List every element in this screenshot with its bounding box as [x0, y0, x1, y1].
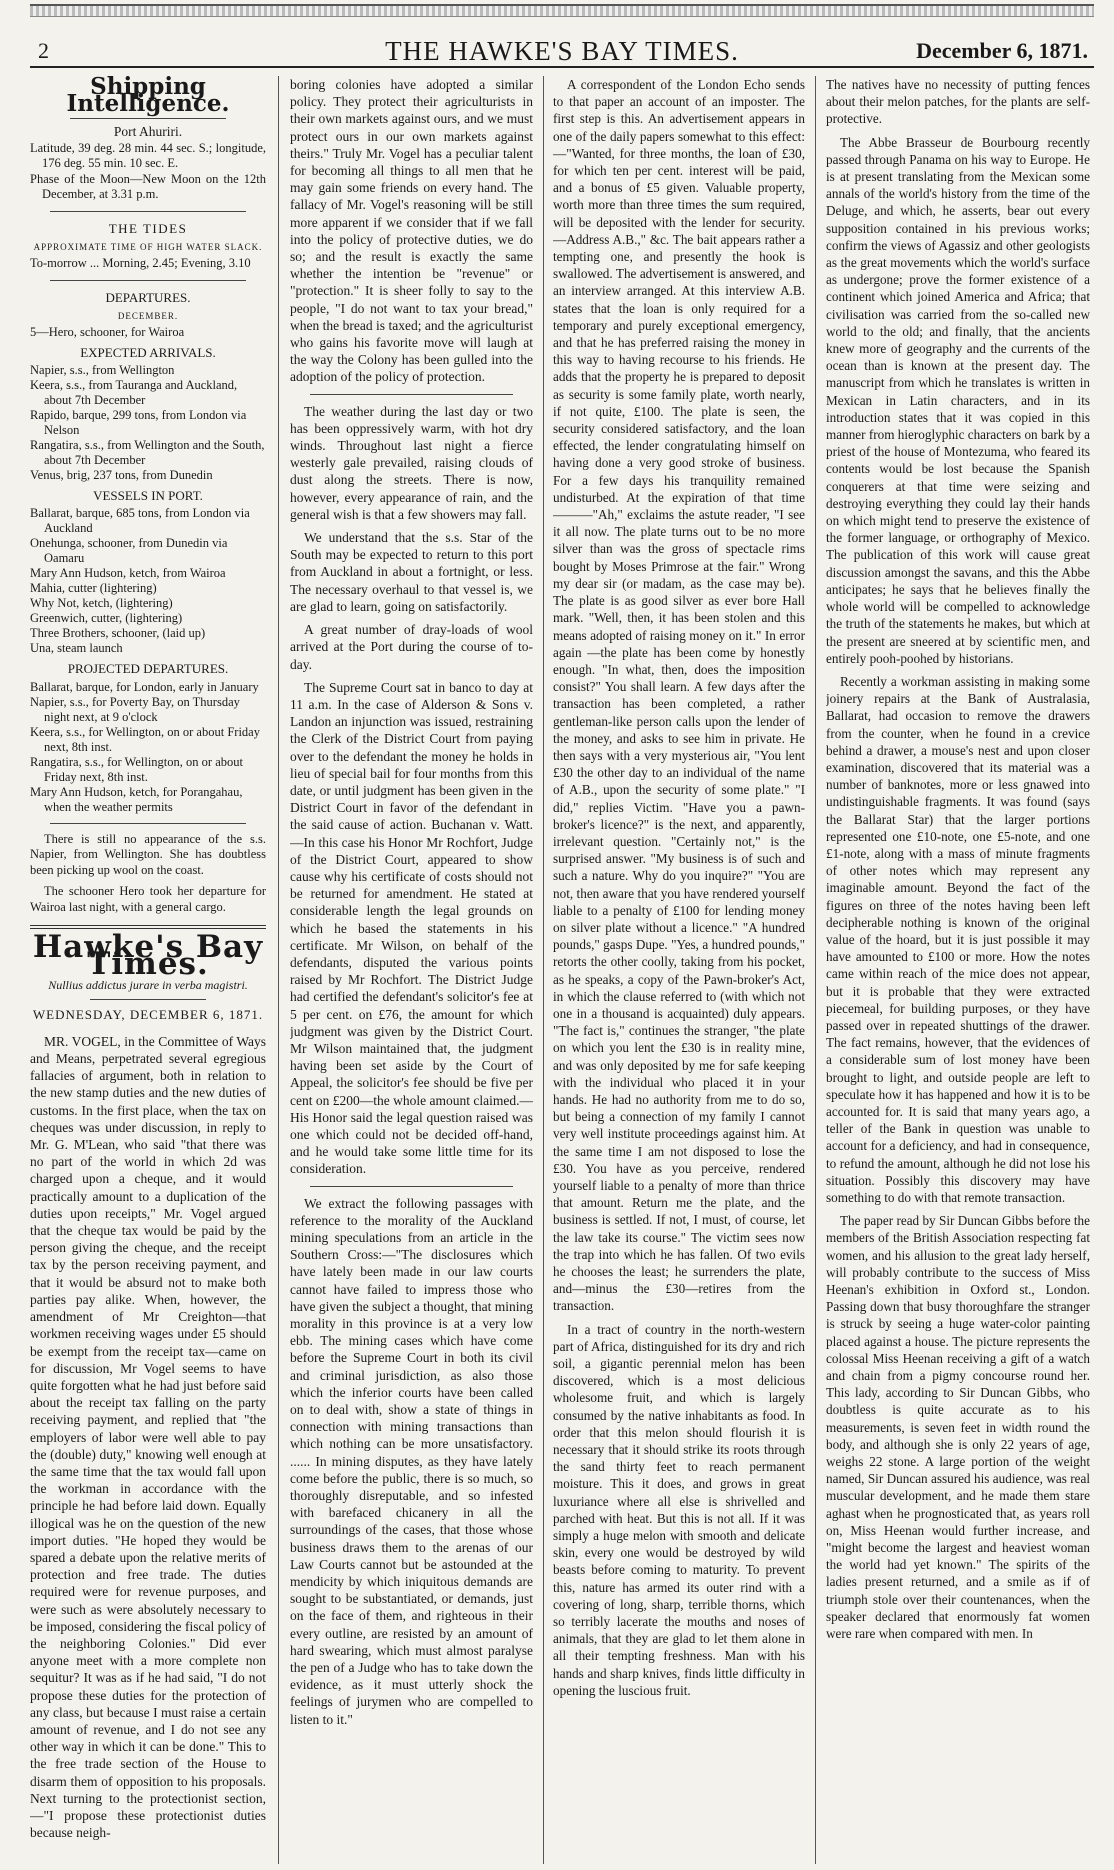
- list-item: Una, steam launch: [30, 641, 123, 656]
- list-item: Three Brothers, schooner, (laid up): [30, 626, 206, 641]
- column-rule: [278, 76, 279, 1864]
- divider: [50, 280, 246, 281]
- list-item: Why Not, ketch, (lightering): [30, 596, 173, 611]
- list-item: Mary Ann Hudson, ketch, for Porangahau, when the weather permits: [30, 784, 243, 814]
- melon-article-continued: The natives have no necessity of putting fences about their melon patches, for the plants are self-protective.: [826, 77, 1090, 127]
- miss-heenan-article: The paper read by Sir Duncan Gibbs before the members of the British Association respecting fat women, and his allusion to the great lady herself, will probably contribute to the success of Miss Heenan's exhibition in Oxford st., London. Passing down that busy thoroughfare the stranger is struck by seeing a huge water-color painting placed against a house. The picture represents the colossal Miss Heenan receiving a gift of a watch and chain from a pigmy concourse round her. This lady, according to Sir Duncan Gibbs, who doubtless is quite accurate as to his measurements, is seven feet in width round the body, and although she is only 22 years of age, weighs 22 stone. A large portion of the weight named, Sir Duncan assured his audience, was real muscular development, and he made them stare aghast when he prognosticated that, as years roll on, Miss Heenan would further increase, and "might become the largest and heaviest woman the world had yet known." The spirits of the ladies present returned, and a smile as if of triumph stole over their countenances, when the speaker declared that enormously fat women were rare when compared with men. In: [826, 1213, 1090, 1642]
- column-4: [826, 76, 1090, 1864]
- list-item: Ballarat, barque, for London, early in January: [30, 679, 259, 694]
- list-item: Ballarat, barque, 685 tons, from London via Auckland: [30, 506, 250, 536]
- projected-departures-list: [30, 680, 266, 815]
- month-label: DECEMBER.: [117, 310, 179, 321]
- bank-notes-article: Recently a workman assisting in making some joinery repairs at the Bank of Australasia, Ballarat, had occasion to remove the drawers from the counter, when he found in a crevice behind a drawer, a mouse's nest and upon closer examination, discovered that its material was a number of banknotes, more or less gnawed into undistinguishable fragments. It was found (says the Ballarat Star) that the larger portions represented one £10-note, one £5-note, and one £1-note, along with a mass of minute fragments of other notes which may represent any imaginable amount. Beyond the fact of the figures on three of the notes having been left decipherable nothing is known of the original value of the hoard, but it is just possible it may have amounted to £100 or more. How the notes came within reach of the mice does not appear, but it is probable that they were extracted piecemeal, for building purposes, or they have passed over in repeated shuttings of the drawer. The fact remains, however, that the evidences of a considerable sum of lost money have been brought to light, and outside people are left to speculate how it has happened and how it is to be accounted for. It is said that many years ago, a teller of the Bank in question was unable to account for a deficiency, and had in consequence, to refund the amount, although he did not lose his situation. Possibly this discovery may have something to do with that remote transaction.: [826, 673, 1090, 1205]
- imposter-article: A correspondent of the London Echo sends to that paper an account of an imposter. The first step is this. An advertisement appears in one of the daily papers somewhat to this effect:—"Wanted, for three months, the loan of £30, for which ten per cent. interest will be paid, and a bonus of £5 given. Valuable property, worth more than three times the sum required, will be deposited with the lender for security. —Address A.B.," &c. The bait appears rather a tempting one, and presently the hook is swallowed. The advertisement is answered, and an interview arranged. At this interview A.B. states that the loan is only required for a temporary and purely exceptional emergency, and that he has preferred raising the money in this way to having recourse to his friends. He adds that the property he is prepared to deposit as security is some family plate, worth nearly, if not quite, £100. The plate is seen, the security considered satisfactory, and the loan effected, the lender congratulating himself on having done a very good stroke of business. For a few days his tranquility remained undisturbed. At the expiration of that time———"Ah," exclaims the astute reader, "I see it all now. The plate turns out to be no more silver than was the gross of spectacle rims bought by Moses Primrose at the fair." Wrong my dear sir (or madam, as the case may be). The plate is as good silver as ever bore Hall mark. "Well, then, it has been stolen and this means adopted of raising money on it." In error again —the plate has been come by honestly enough. "In what, then, does the imposition consist?" You shall learn. A few days after the transaction has been completed, a rather gentleman-like person calls upon the lender of the money, and asks to see him in private. He then says with a very mysterious air, "You lent £30 the other day to an individual of the name of A.B., upon the security of some plate." "I did," replies Victim. "Have you a pawn-broker's licence?" is the next, and apparently, irrelevant question. "Certainly not," is the surprised answer. "My business is of such and such a nature. Why do you inquire?" "You are not, then aware that you have rendered yourself liable to a penalty of £100 for lending money on silver plate without a licence." "A hundred pounds," gasps Dupe. "Yes, a hundred pounds," retorts the other coolly, taking from his pocket, as he speaks, a copy of the Pawn-broker's Act, in which the clause referred to (with which not one in a thousand is acquainted) duly appears. "The fact is," continues the stranger, "the plate on which you lent the £30 is in reality mine, and was only deposited by me for safe keeping with the individual who placed it in your hands. He had no authority from me to do so, but being a connection of my family I cannot very well institute proceedings against him. At the same time I am not disposed to lose the £30. You have as you perceive, rendered yourself liable to a penalty of more than thrice that amount. Return me the plate, and the business is settled. If not, I must, of course, let the law take its course." The victim sees now the trap into which he has fallen. Of two evils he chooses the least; he surrenders the plate, and—minus the £30—retires from the transaction.: [553, 77, 805, 1314]
- editorial-text: MR. VOGEL, in the Committee of Ways and Means, perpetrated several egregious fallacies of argument, both in relation to the new stamp duties and the new duties of customs. In the first place, when the tax on cheques was under discussion, in reply to Mr. G. M'Lean, who said "that there was no part of the world in which 2d was charged upon a cheque, and it would practically amount to a duplication of the duties upon receipts," Mr. Vogel argued that the cheque tax would be paid by the person giving the cheque, and the receipt tax by the person receiving payment, and that it would be absurd not to make both parties pay alike. When, however, the amendment of Mr Creighton—that workmen receiving wages under £5 should be exempt from the receipt tax—came on for discussion, Mr Vogel seems to have quite forgotten what he had just before said about the receipt tax falling on the party receiving payment, and replied that "the employers of labor were well able to pay the (double) duty," knowing well enough at the same time that the tax would fall upon the workman in accordance with the principle he had before laid down. Equally illogical was he on the question of the new import duties. "He hoped they would be spared a debate upon the relative merits of protection and free trade. The duties required were for revenue purposes, and were such as were absolutely necessary to be imposed, considering the fiscal policy of the neighboring Colonies." Did ever anyone meet with a more complete non sequitur? It was as if he had said, "I do not propose these duties for the protection of any class, but because I must raise a certain amount of revenue, and I do not see any other way in which it can be done." This to the free trade section of the House to disarm them of opposition to his proposals. Next turning to the protectionist section,—"I propose these protectionist duties because neigh-: [30, 1033, 266, 1841]
- column-2: [290, 76, 533, 1864]
- list-item: Mahia, cutter (lightering): [30, 581, 157, 596]
- column-rule: [543, 76, 544, 1864]
- port-name: Port Ahuriri.: [113, 124, 183, 140]
- list-item: Onehunga, schooner, from Dunedin via Oamaru: [30, 536, 228, 566]
- divider: [310, 394, 513, 395]
- column-1: [30, 76, 266, 1864]
- shipping-heading: Shipping Intelligence.: [66, 76, 230, 118]
- list-item: Greenwich, cutter, (lightering): [30, 611, 183, 626]
- abbe-article: The Abbe Brasseur de Bourbourg recently passed through Panama on his way to Europe. He is at present translating from the Mexican some annals of the world's history from the time of the Deluge, and which, he asserts, bear out every supposition contained in his previous works; confirm the views of Agassiz and other geologists as the great movements which the world's surface as undergone; prove the former existence of a continent which joined America and Africa; that civilisation was carried from the so-called new world to the old; and finally, that the ancients knew more of geography and the currents of the ocean than is known at the present day. The manuscript from which he translates is written in Mexican in Latin characters, and in its introduction states that it was copied in this manner from hieroglyphic characters on bark by a priest of the house of Montezuma, who feared its contents would be lost because the Spanish conquerers at that time were seizing and destroying everything they could lay their hands on which might tend to preserve the existence of the former language, or orthography of Mexico. The publication of this work will cause great discussion amongst the savans, and this the Abbe anticipates; he says that he believes finally the whole world will be compelled to acknowledge the truth of the statements he makes, but which at the present are sneered at by scientific men, and entirely pooh-poohed by historians.: [826, 134, 1090, 666]
- list-item: Napier, s.s., for Poverty Bay, on Thursday night next, at 9 o'clock: [30, 694, 240, 724]
- column-rule: [815, 76, 816, 1864]
- mining-morality-paragraph: We extract the following passages with reference to the morality of the Auckland mining speculations from an article in the Southern Cross:—"The disclosures which have lately been made in our law courts cannot have failed to impress those who have given the subject a thought, that mining morality in this province is at a very low ebb. The mining cases which have come before the Supreme Court in both its civil and criminal jurisdiction, as also those which the inferior courts have been called on to deal with, show a state of things in connection with mining transactions than which nothing can be more unsatisfactory. ...... In mining disputes, as they have lately come before the public, there is so much, so thoroughly disreputable, and so infested with barefaced chicanery in all the surroundings of the cases, that those whose business draws them to the arenas of our Law Courts cannot but be astounded at the mendicity by which iniquitous demands are sought to be substantiated, or demands, just on the face of them, and righteous in their every outline, are resisted by an amount of hard swearing, which must almost paralyse the pen of a Judge who has to take down the evidence, as it must utterly shock the feelings of jurymen who are compelled to listen to it.": [290, 1195, 533, 1727]
- list-item: Napier, s.s., from Wellington: [30, 363, 175, 378]
- list-item: Mary Ann Hudson, ketch, from Wairoa: [30, 566, 226, 581]
- list-item: 5—Hero, schooner, for Wairoa: [30, 324, 185, 339]
- divider: [310, 1186, 513, 1187]
- paper-motto: Nullius addictus jurare in verba magistri.: [48, 978, 248, 993]
- tides-heading: THE TIDES: [108, 220, 188, 236]
- tides-times: To-morrow ... Morning, 2.45; Evening, 3.10: [30, 256, 251, 271]
- newspaper-title: THE HAWKE'S BAY TIMES.: [385, 36, 739, 66]
- divider: [50, 823, 246, 824]
- supreme-court-paragraph: The Supreme Court sat in banco to day at 11 a.m. In the case of Alderson & Sons v. Landon an injunction was issued, restraining the Clerk of the District Court from paying over to the defendant the money he holds in lieu of special bail for four months from this date, or until judgment has been given in the District Court in favor of the defendant in the said cause of action. Buchanan v. Watt.—In this case his Honor Mr Rochfort, Judge of the District Court, appeared to show cause why his certificate of costs should not be returned for amendment. He stated at considerable length the legal grounds on which he based the statements in his certificate. Mr Wilson, on behalf of the defendants, disputed the various points raised by Mr Rochfort. The District Judge had certified the defendant's solicitor's fee at 5 per cent. on £76, the amount for which judgment was given by the District Court. Mr Wilson maintained that, the judgment having been set aside by the Court of Appeal, the solicitor's fee should be five per cent on £200—the whole amount claimed.—His Honor said the legal question raised was one which could not be decided off-hand, and he would take some little time for its consideration.: [290, 679, 533, 1177]
- list-item: Rangatira, s.s., for Wellington, on or about Friday next, 8th inst.: [30, 754, 243, 784]
- melon-article: In a tract of country in the north-western part of Africa, distinguished for its dry and rich soil, a gigantic perennial melon has been discovered, which is a most delicious wholesome fruit, and which is largely consumed by the native inhabitants as food. In order that this melon should flourish it is necessary that it should strike its roots through the sand thirty feet to reach permanent moisture. This it does, and grows in great luxuriance where all else is shrivelled and parched with heat. But this is not all. If it was simply a huge melon with smooth and delicate skin, every one would be destroyed by wild beasts before coming to maturity. To prevent this, nature has armed its outer rind with a covering of long, sharp, terrible thorns, which so terribly lacerate the mouths and noses of animals, that they are glad to let them alone in all their tempting freshness. Man with his hands and sharp knives, finds little difficulty in opening the luscious fruit.: [553, 1321, 805, 1698]
- vessels-in-port-heading: VESSELS IN PORT.: [93, 488, 203, 504]
- list-item: Keera, s.s., for Wellington, on or about Friday next, 8th inst.: [30, 724, 260, 754]
- divider: [90, 999, 206, 1000]
- weather-paragraph: The weather during the last day or two has been oppressively warm, with hot dry winds. Throughout last night a fierce westerly gale prevailed, raising clouds of dust along the streets. There is now, however, every appearance of rain, and the general wish is that a few showers may fall.: [290, 403, 533, 522]
- tides-subheading: APPROXIMATE TIME OF HIGH WATER SLACK.: [33, 241, 263, 252]
- editorial-continued: boring colonies have adopted a similar policy. They protect their agriculturists in their own markets against ours, and we must protect ours in our own markets against theirs." Truly Mr. Vogel has a peculiar talent for becoming all things to all men that he may gain some friends on every hand. The fallacy of Mr. Vogel's reasoning will be still more apparent if we consider that if we fall into the policy of protective duties, we do so; and the result is exactly the same whether the intention be "revenue" or "protection." It is sheer folly to say to the people, "I do not want to tax your bread," when the bread is taxed; and the agriculturist who gains his favorite move will laugh at the way the Colony has been gulled into the adoption of the policy of protection.: [290, 77, 533, 385]
- vessels-in-port-list: [30, 506, 266, 656]
- shipping-note: There is still no appearance of the s.s. Napier, from Wellington. She has doubtless been picking up wool on the coast.: [30, 831, 266, 877]
- issue-date: December 6, 1871.: [916, 38, 1088, 63]
- column-3: [553, 76, 805, 1864]
- list-item: Rangatira, s.s., from Wellington and the South, about 7th December: [30, 438, 265, 468]
- expected-arrivals-heading: EXPECTED ARRIVALS.: [80, 344, 216, 360]
- list-item: Keera, s.s., from Tauranga and Auckland, about 7th December: [30, 378, 238, 408]
- expected-arrivals-list: [30, 363, 266, 483]
- lat-long: Latitude, 39 deg. 28 min. 44 sec. S.; longitude, 176 deg. 55 min. 10 sec. E.: [30, 140, 266, 171]
- divider: [50, 211, 246, 212]
- top-border-strip: [30, 4, 1094, 17]
- editorial-dateline: WEDNESDAY, DECEMBER 6, 1871.: [32, 1006, 264, 1022]
- divider: [70, 118, 226, 119]
- departures-heading: DEPARTURES.: [105, 289, 191, 305]
- moon-phase: Phase of the Moon—New Moon on the 12th December, at 3.31 p.m.: [30, 171, 266, 202]
- list-item: Rapido, barque, 299 tons, from London via Nelson: [30, 408, 247, 438]
- departures-list: [30, 325, 266, 340]
- wool-paragraph: A great number of dray-loads of wool arrived at the Port during the course of to-day.: [290, 622, 533, 672]
- masthead: [30, 26, 1094, 68]
- shipping-note: The schooner Hero took her departure for Wairoa last night, with a general cargo.: [30, 884, 266, 914]
- projected-departures-heading: PROJECTED DEPARTURES.: [67, 661, 229, 677]
- shipping-paragraph: We understand that the s.s. Star of the South may be expected to return to this port from Auckland in about a fortnight, or less. The necessary overhaul to that vessel is, we are glad to learn, going on satisfactorily.: [290, 530, 533, 614]
- list-item: Venus, brig, 237 tons, from Dunedin: [30, 468, 213, 483]
- paper-nameplate: Hawke's Bay Times.: [32, 929, 264, 983]
- page-number: 2: [38, 38, 49, 63]
